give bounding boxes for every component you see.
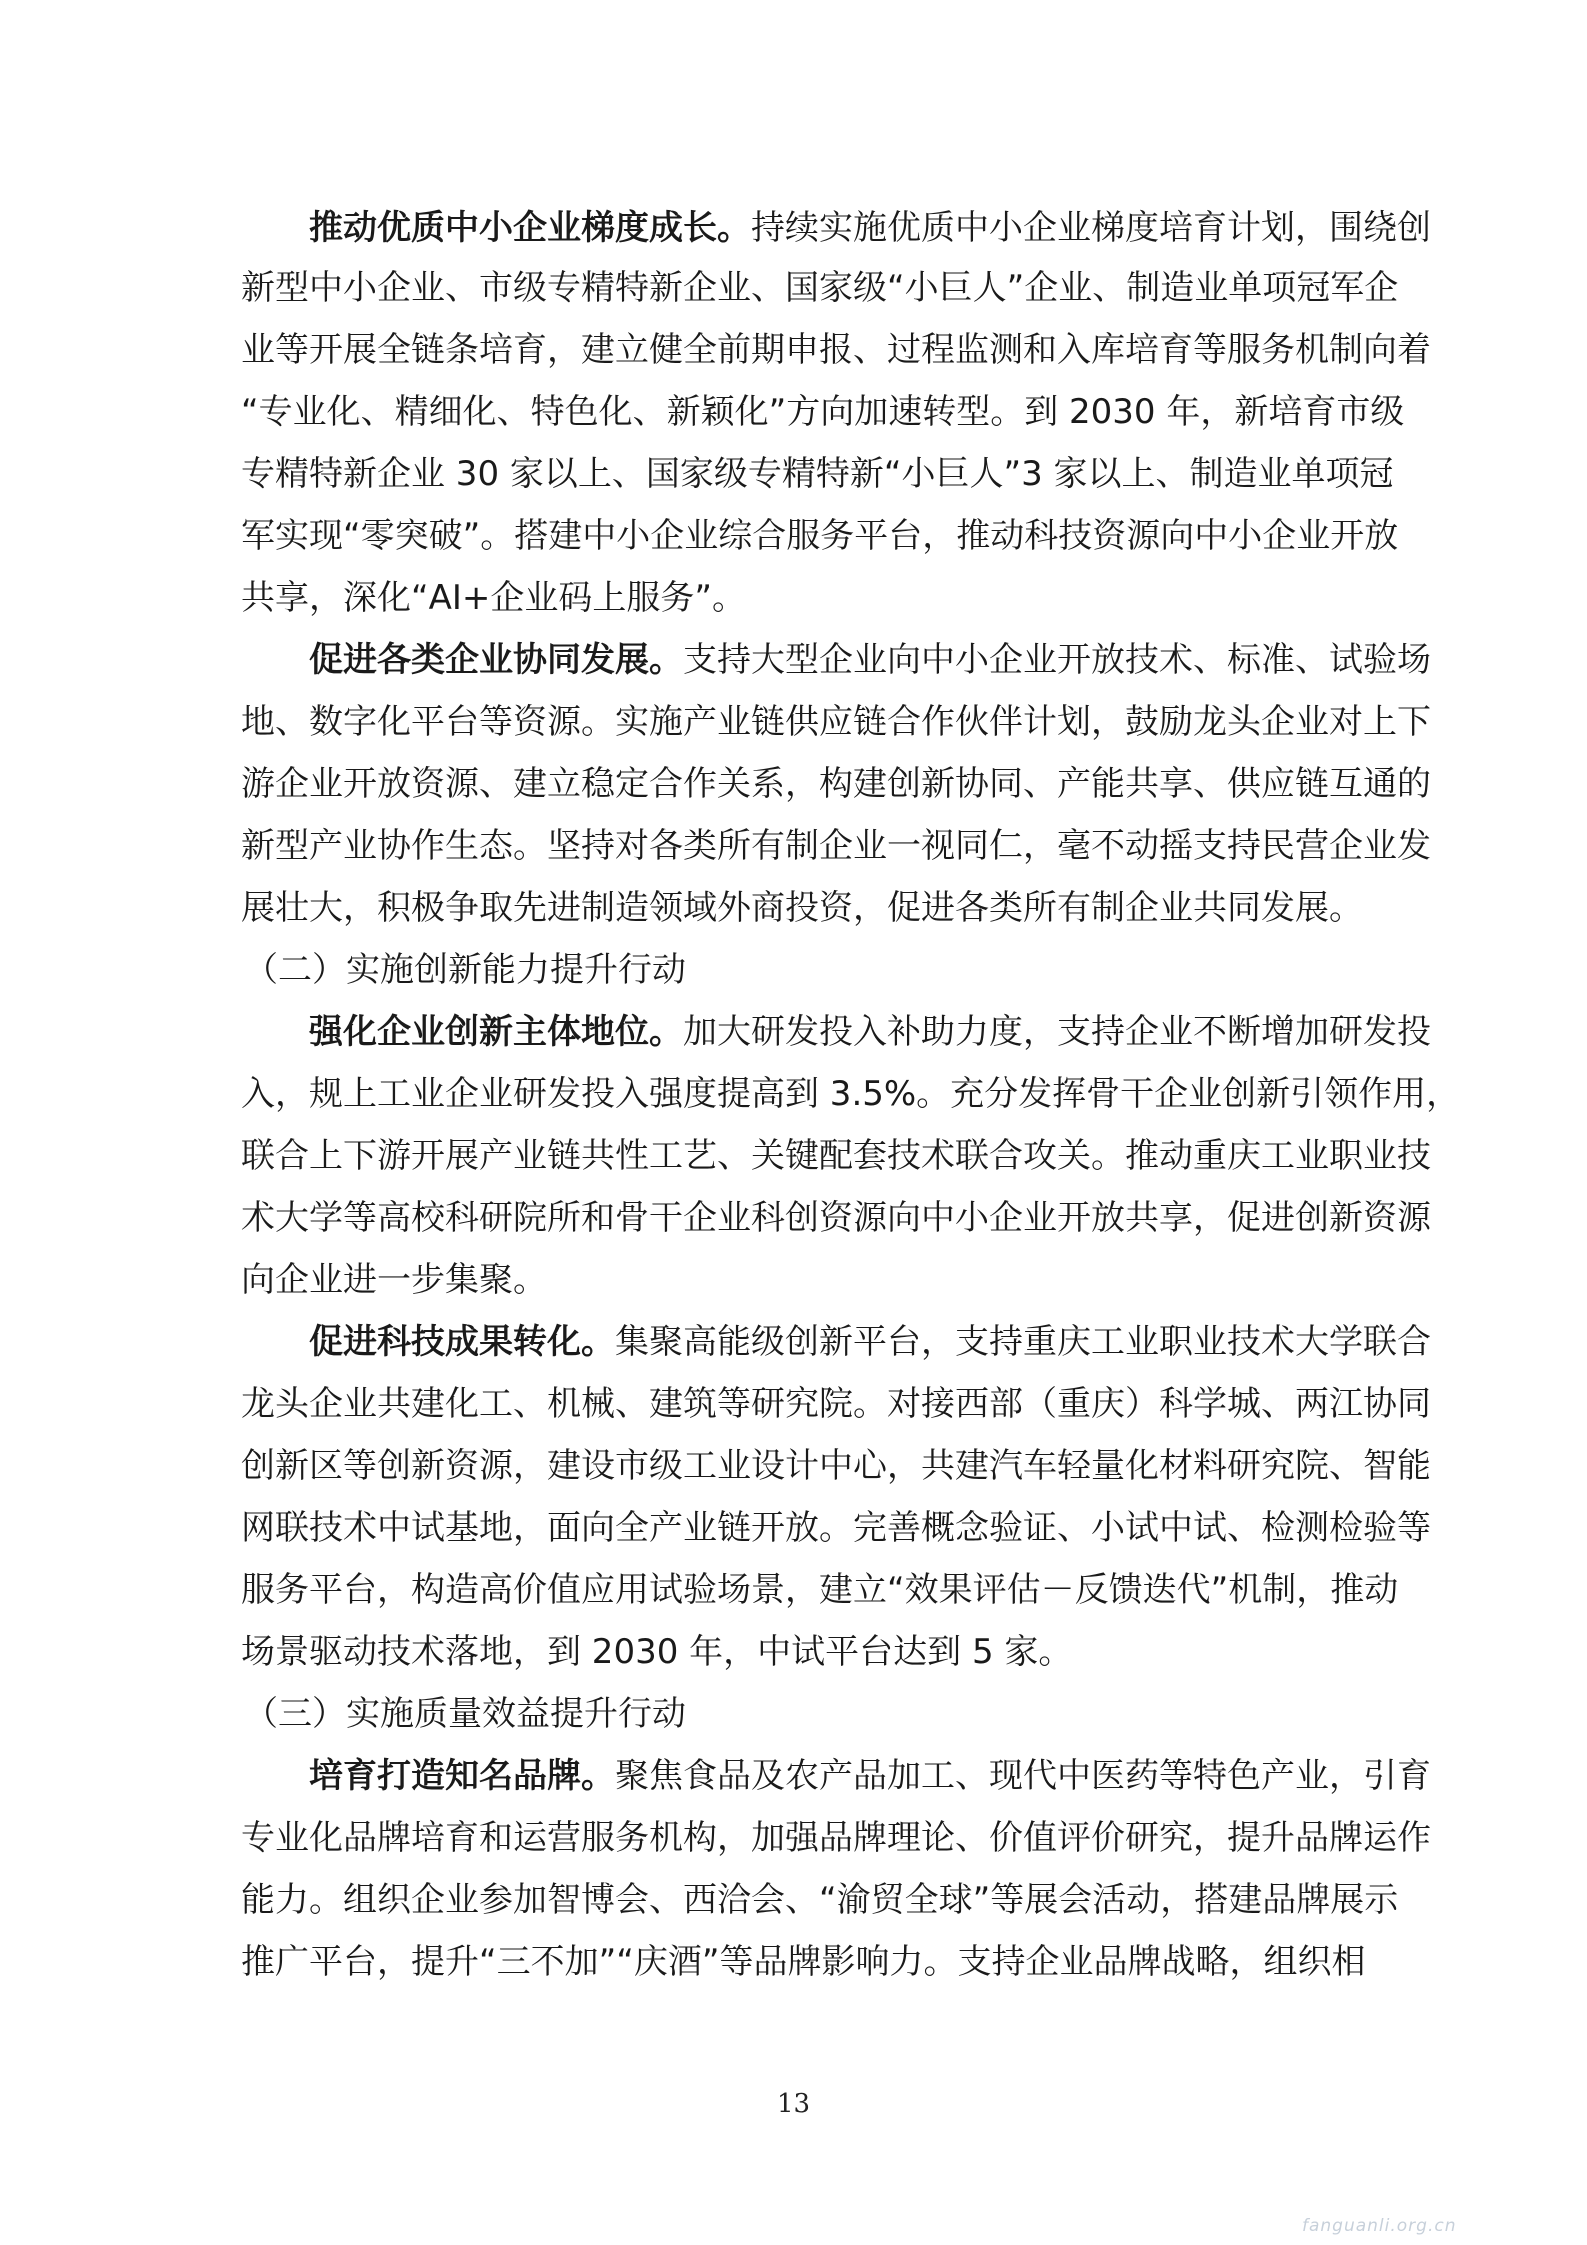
paragraph-line: 场景驱动技术落地，到 2030 年，中试平台达到 5 家。 — [241, 1632, 1073, 1672]
paragraph-line — [309, 1748, 1431, 1804]
paragraph-lead: 促进科技成果转化。 — [309, 1322, 615, 1362]
paragraph-text: 加大研发投入补助力度，支持企业不断增加研发投 — [683, 1012, 1431, 1052]
paragraph-text: 集聚高能级创新平台，支持重庆工业职业技术大学联合 — [615, 1322, 1431, 1362]
paragraph-text: 持续实施优质中小企业梯度培育计划，围绕创 — [751, 208, 1431, 248]
paragraph-line: 术大学等高校科研院所和骨干企业科创资源向中小企业开放共享，促进创新资源 — [241, 1198, 1431, 1238]
paragraph-line: 地、数字化平台等资源。实施产业链供应链合作伙伴计划，鼓励龙头企业对上下 — [241, 702, 1431, 742]
paragraph-line: 能力。组织企业参加智博会、西洽会、“渝贸全球”等展会活动，搭建品牌展示 — [241, 1880, 1399, 1920]
paragraph-lead: 培育打造知名品牌。 — [309, 1756, 615, 1796]
paragraph-text: 聚焦食品及农产品加工、现代中医药等特色产业，引育 — [615, 1756, 1431, 1796]
section-heading: （三）实施质量效益提升行动 — [244, 1694, 686, 1734]
paragraph-line — [309, 1004, 1431, 1060]
paragraph-line: 联合上下游开展产业链共性工艺、关键配套技术联合攻关。推动重庆工业职业技 — [241, 1136, 1431, 1176]
paragraph-line: 推广平台，提升“三不加”“庆酒”等品牌影响力。支持企业品牌战略，组织相 — [241, 1942, 1366, 1982]
paragraph-line — [309, 200, 1431, 256]
paragraph-line: 服务平台，构造高价值应用试验场景，建立“效果评估－反馈迭代”机制，推动 — [241, 1570, 1399, 1610]
paragraph-lead: 强化企业创新主体地位。 — [309, 1012, 683, 1052]
section-heading: （二）实施创新能力提升行动 — [244, 950, 686, 990]
paragraph-lead: 推动优质中小企业梯度成长。 — [309, 208, 751, 248]
paragraph-line: 入，规上工业企业研发投入强度提高到 3.5%。充分发挥骨干企业创新引领作用， — [241, 1074, 1461, 1114]
paragraph-line: 向企业进一步集聚。 — [241, 1260, 547, 1300]
paragraph-line: 网联技术中试基地，面向全产业链开放。完善概念验证、小试中试、检测检验等 — [241, 1508, 1431, 1548]
paragraph-line: 龙头企业共建化工、机械、建筑等研究院。对接西部（重庆）科学城、两江协同 — [241, 1384, 1431, 1424]
paragraph-line: “专业化、精细化、特色化、新颖化”方向加速转型。到 2030 年，新培育市级 — [241, 392, 1405, 432]
paragraph-line: 专精特新企业 30 家以上、国家级专精特新“小巨人”3 家以上、制造业单项冠 — [241, 454, 1394, 494]
paragraph-lead: 促进各类企业协同发展。 — [309, 640, 683, 680]
watermark: fanguanli.org.cn — [1302, 2216, 1457, 2236]
page-number: 13 — [776, 2089, 811, 2119]
paragraph-line: 共享，深化“AI+企业码上服务”。 — [241, 578, 747, 618]
paragraph-line: 专业化品牌培育和运营服务机构，加强品牌理论、价值评价研究，提升品牌运作 — [241, 1818, 1431, 1858]
paragraph-line: 新型产业协作生态。坚持对各类所有制企业一视同仁，毫不动摇支持民营企业发 — [241, 826, 1431, 866]
paragraph-line — [309, 1314, 1431, 1370]
paragraph-line: 创新区等创新资源，建设市级工业设计中心，共建汽车轻量化材料研究院、智能 — [241, 1446, 1431, 1486]
paragraph-line: 展壮大，积极争取先进制造领域外商投资，促进各类所有制企业共同发展。 — [241, 888, 1363, 928]
paragraph-line: 业等开展全链条培育，建立健全前期申报、过程监测和入库培育等服务机制向着 — [241, 330, 1431, 370]
paragraph-text: 支持大型企业向中小企业开放技术、标准、试验场 — [683, 640, 1431, 680]
paragraph-line — [309, 632, 1431, 688]
paragraph-line: 新型中小企业、市级专精特新企业、国家级“小巨人”企业、制造业单项冠军企 — [241, 268, 1399, 308]
paragraph-line: 游企业开放资源、建立稳定合作关系，构建创新协同、产能共享、供应链互通的 — [241, 764, 1431, 804]
paragraph-line: 军实现“零突破”。搭建中小企业综合服务平台，推动科技资源向中小企业开放 — [241, 516, 1399, 556]
